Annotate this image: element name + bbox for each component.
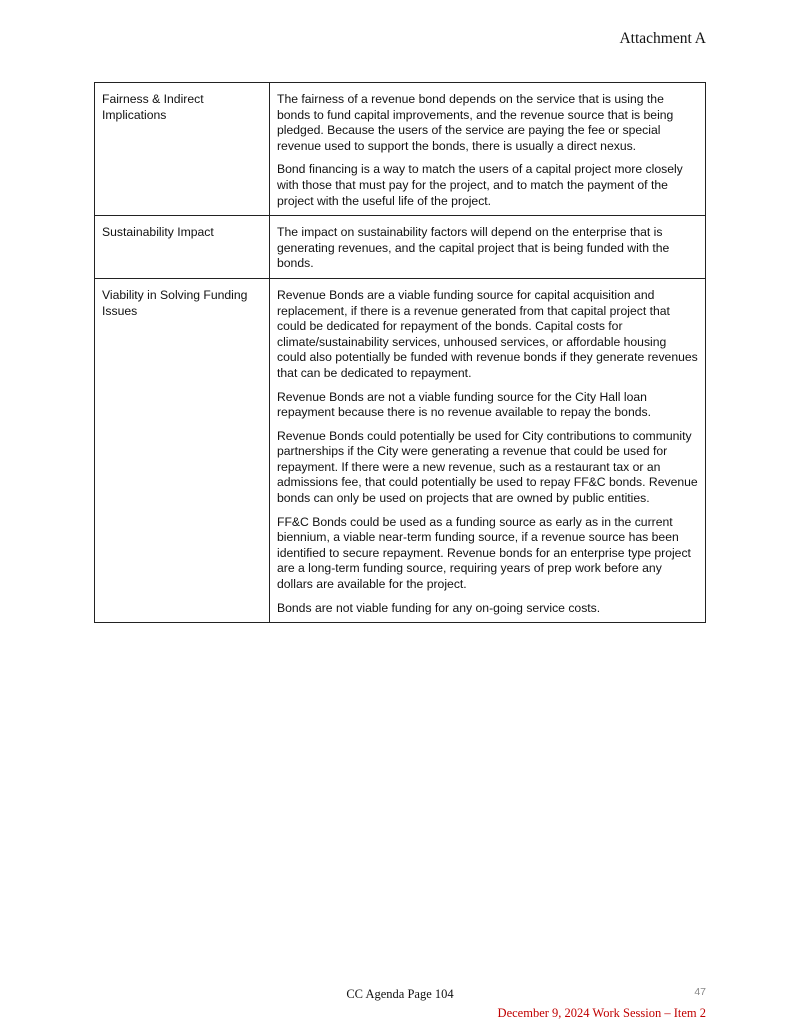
row-content	[270, 83, 706, 216]
paragraph: Revenue Bonds are not a viable funding source for the City Hall loan repayment because there is no revenue available to repay the bonds.	[277, 389, 651, 420]
row-content	[270, 278, 706, 622]
page-number: 47	[694, 986, 706, 998]
table-row	[95, 83, 706, 216]
paragraph: Revenue Bonds could potentially be used for City contributions to community partnerships if the City were generating a revenue that could be used for repayment. If there were a new revenue, such as a restaurant tax or an admissions fee, that could potentially be used to repay FF&C bonds. Revenue bonds can only be used on projects that are owned by public entities.	[277, 428, 698, 506]
paragraph: FF&C Bonds could be used as a funding source as early as in the current biennium, a viable near-term funding source, if a revenue source has been identified to secure repayment. Revenue bonds for an enterprise type project are a long-term funding source, requiring years of prep work before any dollars are available for the project.	[277, 514, 691, 592]
row-content	[270, 216, 706, 279]
row-label: Fairness & Indirect Implications	[95, 83, 270, 216]
table-row	[95, 216, 706, 279]
agenda-page-label: CC Agenda Page 104	[346, 987, 454, 1001]
paragraph: Bond financing is a way to match the users of a capital project more closely with those that must pay for the project, and to match the payment of the project with the useful life of the project.	[277, 162, 683, 208]
paragraph: Revenue Bonds are a viable funding source for capital acquisition and replacement, if there is a revenue generated from that capital project that could be dedicated for repayment of the bonds. Capital costs for climate/sustainability services, unhoused services, or affordable housing could also potentially be funded with revenue bonds if they generate revenues that can be dedicated to repayment.	[277, 287, 698, 380]
attachment-label: Attachment A	[619, 30, 706, 47]
bond-evaluation-table	[94, 82, 706, 623]
paragraph: The fairness of a revenue bond depends on the service that is using the bonds to fund capital improvements, and the revenue source that is being pledged. Because the users of the service are paying the fee or special revenue used to support the bonds, there is usually a direct nexus.	[277, 92, 674, 153]
work-session-label: December 9, 2024 Work Session – Item 2	[497, 1006, 706, 1020]
row-label: Sustainability Impact	[95, 216, 270, 279]
table-row	[95, 278, 706, 622]
paragraph: The impact on sustainability factors will depend on the enterprise that is generating revenues, and the capital project that is being funded with the bonds.	[277, 225, 670, 271]
row-label: Viability in Solving Funding Issues	[95, 278, 270, 622]
paragraph: Bonds are not viable funding for any on-going service costs.	[277, 600, 601, 615]
